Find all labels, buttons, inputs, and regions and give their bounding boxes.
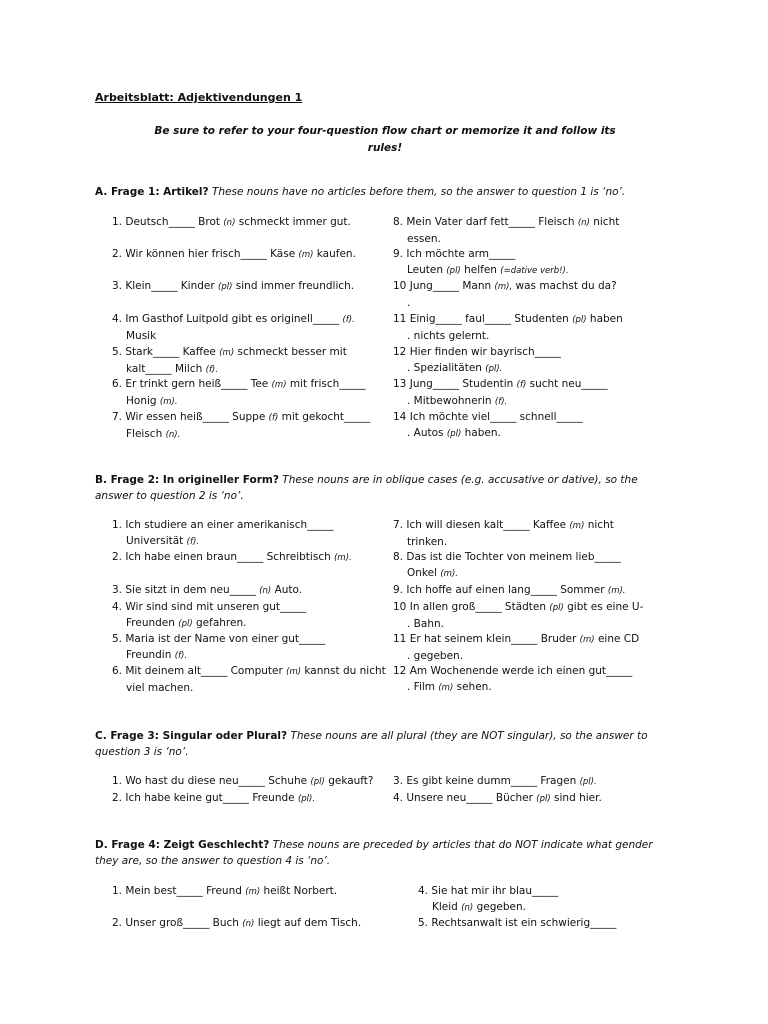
exercise-item (112, 916, 361, 933)
exercise-item (393, 632, 639, 664)
sentence-text: Maria ist der Name von einer gut_____ (125, 633, 326, 645)
sentence-text: Ich habe einen braun_____ Schreibtisch (125, 551, 331, 563)
gender-marker: (n) (461, 902, 474, 913)
item-number: 5. (112, 633, 123, 645)
gender-marker: (m). (334, 553, 352, 563)
item-line-1 (125, 792, 315, 804)
item-line-1 (125, 917, 361, 929)
item-line-1 (406, 792, 601, 804)
exercise-item (112, 600, 306, 632)
item-number: 5. (418, 917, 429, 929)
item-line-1 (125, 551, 351, 563)
exercise-item (112, 377, 366, 410)
item-line-1 (125, 519, 333, 531)
section-d-description: These nouns are preceded by articles that do NOT indicate what gender they are, so the answer to question 4 is ‘no’. (95, 839, 653, 867)
exercise-item (393, 279, 617, 311)
exercise-item (112, 312, 355, 344)
sentence-text: Es gibt keine dumm_____ Fragen (406, 775, 577, 787)
section-c-description: These nouns are all plural (they are NOT singular), so the answer to question 3 is ‘no’. (95, 730, 648, 758)
gender-marker: (n) (223, 218, 236, 228)
sentence-text: Fleisch (126, 427, 163, 440)
item-line-2 (112, 329, 355, 345)
sentence-text: nicht (587, 519, 614, 531)
item-number: 1. (112, 519, 123, 531)
gender-marker: (f). (494, 396, 508, 407)
item-line-2 (112, 534, 333, 551)
exercise-item (112, 279, 354, 296)
item-line-2 (393, 566, 621, 583)
item-line-1 (125, 411, 370, 423)
sentence-text: Jung_____ Studentin (409, 378, 514, 390)
sentence-text: kaufen. (316, 248, 356, 260)
exercise-item (112, 884, 337, 901)
sentence-text: Am Wochenende werde ich einen gut_____ (409, 665, 633, 677)
item-number: 8. (393, 551, 404, 563)
section-a-label: A. Frage 1: Artikel? (95, 186, 209, 198)
sentence-text: trinken. (407, 535, 448, 548)
gender-marker: (f). (205, 364, 218, 375)
gender-marker: (m). (607, 586, 626, 596)
sentence-text: gekauft? (328, 775, 374, 787)
item-line-1 (125, 665, 385, 677)
sentence-text: haben (589, 313, 623, 325)
item-line-1 (410, 411, 583, 423)
item-line-1 (125, 280, 354, 292)
gender-marker: (pl) (536, 794, 551, 804)
sentence-text: mit frisch_____ (289, 378, 366, 390)
item-line-2 (393, 329, 623, 345)
item-line-2 (393, 617, 643, 633)
item-number: 12 (393, 346, 407, 358)
exercise-item (112, 215, 351, 232)
item-number: 3. (112, 280, 123, 292)
sentence-text: Honig (126, 394, 157, 407)
sentence-text: Das ist die Tochter von meinem lieb_____ (406, 551, 621, 563)
sentence-text: Hier finden wir bayrisch_____ (409, 346, 561, 358)
gender-marker: (f). (342, 315, 355, 325)
exercise-item (112, 664, 386, 696)
gender-marker: (m) (245, 887, 261, 897)
gender-marker: (m) (271, 380, 287, 390)
item-number: 9. (393, 248, 404, 260)
sentence-text: Wo hast du diese neu_____ Schuhe (125, 775, 308, 787)
sentence-text: Deutsch_____ Brot (125, 216, 221, 228)
item-line-2 (112, 427, 370, 444)
instruction-text: Be sure to refer to your four-question flow chart or memorize it and follow its rules! (154, 125, 616, 154)
sentence-text: Im Gasthof Luitpold gibt es originell_____ (125, 313, 340, 325)
item-number: 2. (112, 792, 123, 804)
gender-marker: (pl) (549, 603, 564, 613)
item-number: 1. (112, 216, 123, 228)
item-line-2 (393, 361, 561, 378)
exercise-item (393, 583, 626, 600)
sentence-text: Sie hat mir ihr blau_____ (431, 885, 559, 897)
item-number: 11 (393, 313, 407, 325)
gender-marker: (f) (516, 380, 527, 390)
item-number: 4. (112, 601, 123, 613)
exercise-item (112, 583, 302, 600)
item-line-2 (112, 681, 386, 697)
sentence-text: Stark_____ Kaffee (125, 346, 216, 358)
item-number: 7. (393, 519, 404, 531)
worksheet-title: Arbeitsblatt: Adjektivendungen 1 (95, 91, 303, 104)
grammar-note: (=dative verb!). (500, 265, 569, 276)
sentence-text: Universität (126, 534, 184, 547)
item-line-1 (410, 346, 561, 358)
sentence-text: Mein best_____ Freund (125, 885, 242, 897)
sentence-text: Musik (126, 329, 157, 342)
item-number: 11 (393, 633, 407, 645)
gender-marker: (pl). (485, 363, 503, 374)
gender-marker: (pl) (310, 777, 325, 787)
sentence-text: Einig_____ faul_____ Studenten (409, 313, 569, 325)
exercise-item (393, 791, 602, 808)
item-line-1 (410, 313, 623, 325)
gender-marker: (m) (569, 521, 585, 531)
gender-marker: (n) (577, 218, 590, 228)
sentence-text: haben. (464, 426, 501, 439)
item-line-1 (125, 248, 356, 260)
item-line-1 (125, 216, 351, 228)
sentence-text: Sie sitzt in dem neu_____ (125, 584, 256, 596)
gender-marker: (pl) (572, 315, 587, 325)
sentence-text: . Film (407, 680, 436, 693)
sentence-text: kalt_____ Milch (126, 362, 203, 375)
section-c-label: C. Frage 3: Singular oder Plural? (95, 730, 288, 742)
sentence-text: . Autos (407, 426, 444, 439)
sentence-text: Unsere neu_____ Bücher (406, 792, 533, 804)
item-number: 10 (393, 280, 407, 292)
sentence-text: helfen (464, 263, 497, 276)
sentence-text: Er hat seinem klein_____ Bruder (409, 633, 577, 645)
item-line-1 (406, 551, 620, 563)
sentence-text: kannst du nicht (304, 665, 386, 677)
item-number: 10 (393, 601, 407, 613)
item-line-2 (393, 649, 639, 665)
sentence-text: . (407, 296, 411, 309)
item-number: 2. (112, 248, 123, 260)
exercise-item (112, 518, 333, 550)
exercise-item (393, 247, 569, 279)
item-line-2 (393, 296, 617, 312)
exercise-item (393, 377, 608, 410)
sentence-text: Onkel (407, 566, 438, 579)
sentence-text: Ich habe keine gut_____ Freunde (125, 792, 295, 804)
gender-marker: (pl) (446, 265, 461, 276)
sentence-text: Wir können hier frisch_____ Käse (125, 248, 296, 260)
gender-marker: (m) (438, 682, 454, 693)
item-line-1 (431, 917, 616, 929)
item-number: 4. (112, 313, 123, 325)
item-line-1 (406, 775, 596, 787)
gender-marker: (pl). (579, 777, 597, 787)
item-number: 6. (112, 378, 123, 390)
item-number: 1. (112, 775, 123, 787)
item-line-2 (112, 648, 325, 665)
item-line-2 (393, 263, 569, 280)
sentence-text: Mit deinem alt_____ Computer (125, 665, 283, 677)
gender-marker: (n). (165, 429, 181, 440)
item-number: 7. (112, 411, 123, 423)
exercise-item (112, 632, 325, 664)
exercise-item (418, 884, 558, 916)
section-c-heading (95, 728, 675, 760)
sentence-text: Jung_____ Mann (409, 280, 492, 292)
exercise-item (112, 345, 347, 378)
section-b-label: B. Frage 2: In origineller Form? (95, 474, 279, 486)
item-number: 3. (393, 775, 404, 787)
sentence-text: was machst du da? (515, 280, 617, 292)
item-line-2 (393, 426, 583, 443)
item-line-1 (125, 775, 373, 787)
exercise-item (112, 410, 370, 443)
sentence-text: sind immer freundlich. (235, 280, 355, 292)
exercise-item (393, 550, 621, 582)
gender-marker: (m) (286, 667, 302, 677)
gender-marker: (m). (440, 568, 458, 579)
sentence-text: sucht neu_____ (529, 378, 608, 390)
item-number: 4. (418, 885, 429, 897)
sentence-text: gefahren. (196, 616, 247, 629)
item-line-1 (125, 601, 306, 613)
item-line-1 (125, 633, 325, 645)
section-d-heading (95, 837, 675, 869)
sentence-text: Ich hoffe auf einen lang_____ Sommer (406, 584, 605, 596)
exercise-item (112, 774, 374, 791)
gender-marker: (m) (579, 635, 595, 645)
gender-marker: (f). (174, 650, 188, 661)
gender-marker: (pl) (446, 428, 462, 439)
sentence-text: Ich möchte viel_____ schnell_____ (409, 411, 583, 423)
sentence-text: Ich will diesen kalt_____ Kaffee (406, 519, 567, 531)
sentence-text: Ich möchte arm_____ (406, 248, 516, 260)
exercise-item (393, 600, 643, 632)
sentence-text: . Mitbewohnerin (407, 394, 492, 407)
sentence-text: heißt Norbert. (263, 885, 338, 897)
item-number: 9. (393, 584, 404, 596)
item-line-1 (125, 346, 346, 358)
sentence-text: Wir sind sind mit unseren gut_____ (125, 601, 307, 613)
exercise-item (393, 410, 583, 442)
gender-marker: (n) (259, 586, 272, 596)
exercise-item (393, 774, 597, 791)
sentence-text: viel machen. (126, 681, 194, 694)
sentence-text: liegt auf dem Tisch. (257, 917, 362, 929)
item-number: 6. (112, 665, 123, 677)
item-line-2 (393, 680, 632, 697)
exercise-item (393, 518, 614, 550)
item-line-1 (410, 280, 617, 292)
sentence-text: sehen. (456, 680, 492, 693)
item-line-2 (418, 900, 558, 917)
sentence-text: Leuten (407, 263, 444, 276)
gender-marker: (m) (298, 250, 314, 260)
sentence-text: Rechtsanwalt ist ein schwierig_____ (431, 917, 617, 929)
sentence-text: schmeckt besser mit (237, 346, 347, 358)
item-line-1 (410, 601, 644, 613)
sentence-text: sind hier. (554, 792, 602, 804)
gender-marker: (n) (242, 919, 255, 929)
exercise-item (393, 312, 623, 344)
item-line-1 (431, 885, 558, 897)
exercise-item (112, 550, 352, 567)
gender-marker: (pl) (218, 282, 233, 292)
item-number: 14 (393, 411, 407, 423)
exercise-item (393, 345, 561, 377)
sentence-text: Klein_____ Kinder (125, 280, 215, 292)
sentence-text: gegeben. (476, 900, 526, 913)
item-line-1 (125, 313, 354, 325)
sentence-text: Ich studiere an einer amerikanisch_____ (125, 519, 334, 531)
item-number: 2. (112, 551, 123, 563)
sentence-text: Wir essen heiß_____ Suppe (125, 411, 266, 423)
item-number: 13 (393, 378, 407, 390)
sentence-text: Er trinkt gern heiß_____ Tee (125, 378, 269, 390)
item-number: 12 (393, 665, 407, 677)
item-number: 5. (112, 346, 123, 358)
item-line-1 (406, 216, 619, 228)
gender-marker: (m) (219, 348, 235, 358)
sentence-text: Freunden (126, 616, 175, 629)
sentence-text: . Bahn. (407, 617, 444, 630)
sentence-text: gibt es eine U- (567, 601, 644, 613)
item-line-2 (112, 616, 306, 633)
sentence-text: schmeckt immer gut. (238, 216, 351, 228)
item-line-1 (410, 378, 608, 390)
item-line-1 (410, 665, 633, 677)
sentence-text: mit gekocht_____ (281, 411, 371, 423)
section-a-heading (95, 184, 675, 200)
section-d-label: D. Frage 4: Zeigt Geschlecht? (95, 839, 270, 851)
gender-marker: (f). (186, 536, 199, 547)
exercise-item (393, 664, 632, 696)
sentence-text: Unser groß_____ Buch (125, 917, 239, 929)
gender-marker: (pl) (178, 618, 193, 629)
gender-marker: (m), (494, 282, 513, 292)
sentence-text: nicht (593, 216, 620, 228)
exercise-item (112, 791, 315, 808)
sentence-text: Mein Vater darf fett_____ Fleisch (406, 216, 575, 228)
gender-marker: (pl). (297, 794, 316, 804)
section-a-description: These nouns have no articles before them, so the answer to question 1 is ‘no’. (211, 186, 626, 198)
item-line-2 (393, 535, 614, 551)
item-line-1 (125, 885, 337, 897)
item-line-2 (112, 394, 366, 411)
item-line-1 (406, 584, 625, 596)
exercise-item (112, 247, 356, 264)
item-number: 1. (112, 885, 123, 897)
sentence-text: . nichts gelernt. (407, 329, 490, 342)
sentence-text: Kleid (432, 900, 458, 913)
sentence-text: In allen groß_____ Städten (409, 601, 547, 613)
item-line-1 (125, 584, 302, 596)
sentence-text: eine CD (597, 633, 640, 645)
gender-marker: (f) (268, 413, 279, 423)
exercise-item (418, 916, 616, 932)
section-b-heading (95, 472, 675, 504)
exercise-item (393, 215, 619, 247)
item-number: 2. (112, 917, 123, 929)
item-line-1 (406, 248, 515, 260)
sentence-text: . gegeben. (407, 649, 464, 662)
section-b-description: These nouns are in oblique cases (e.g. accusative or dative), so the answer to question 2 is ‘no’. (95, 474, 638, 502)
item-number: 3. (112, 584, 123, 596)
item-line-2 (393, 232, 619, 248)
item-number: 4. (393, 792, 404, 804)
item-number: 8. (393, 216, 404, 228)
item-line-1 (406, 519, 613, 531)
item-line-2 (112, 362, 347, 379)
item-line-1 (125, 378, 365, 390)
gender-marker: (m). (159, 396, 178, 407)
sentence-text: Freundin (126, 648, 172, 661)
item-line-2 (393, 394, 608, 411)
sentence-text: essen. (407, 232, 441, 245)
sentence-text: Auto. (274, 584, 303, 596)
sentence-text: . Spezialitäten (407, 361, 482, 374)
item-line-1 (410, 633, 639, 645)
